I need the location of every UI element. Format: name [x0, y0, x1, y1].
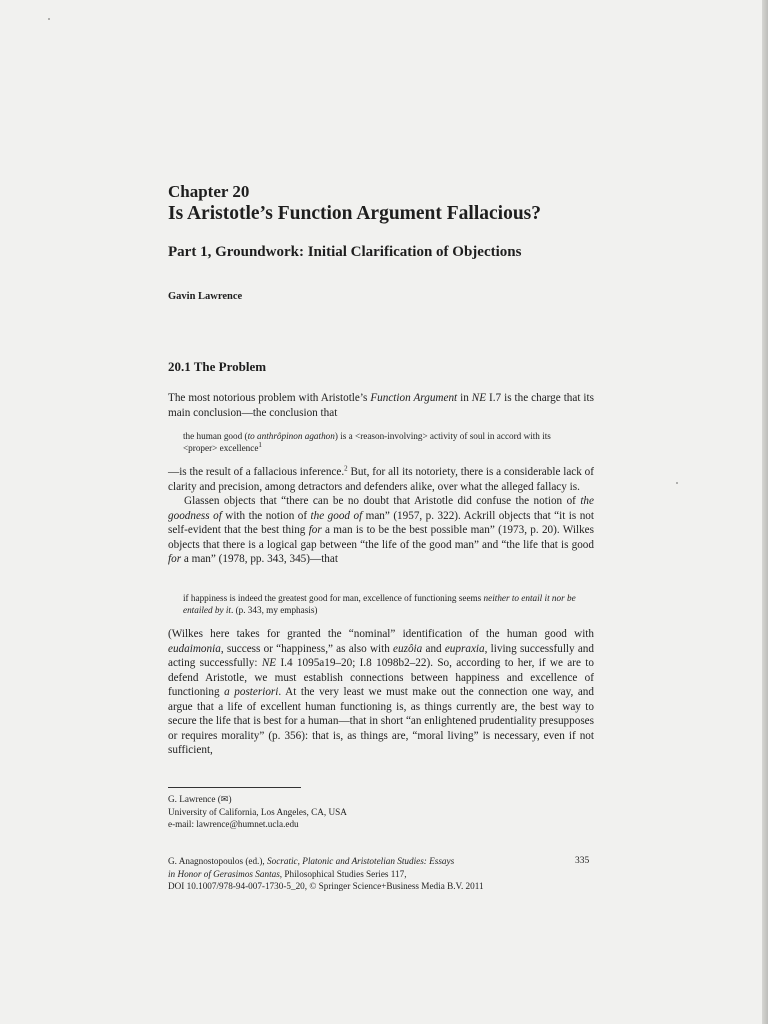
paragraph-fallacy: —is the result of a fallacious inference.$^2$ But, for all its notoriety, there is a considerable lack of clarity and precision, among detractors and defenders alike, over what the alleged fallacy is. Glassen objects that “there can be no doubt that Aristotle did confuse the notion of the goodness of with the notion of the good of man” (1957, p. 322). Ackrill objects that “it is not self-evident that the best thing for a man is to be the best possible man” (1973, p. 20). Wilkes objects that there is a logical gap between “the life of the good man” and “the life that is good for a man” (1978, pp. 343, 345)—that	[168, 464, 595, 565]
affiliation-institution: University of California, Los Angeles, CA, USA	[168, 806, 347, 817]
footnote-divider	[168, 787, 301, 788]
page-number: 335	[575, 856, 590, 866]
paragraph-intro: The most notorious problem with Aristotle’s Function Argument in NE I.7 is the charge that its main conclusion—the conclusion that	[168, 392, 594, 419]
part-title: Part 1, Groundwork: Initial Clarification of Objections	[168, 244, 522, 260]
section-heading: 20.1 The Problem	[168, 359, 267, 374]
affiliation-name: G. Lawrence (✉)	[168, 794, 232, 804]
block-quote-wilkes: if happiness is indeed the greatest good for man, excellence of functioning seems neither to entail it nor be entailed by it. (p. 343, my emphasis)	[183, 593, 576, 615]
publication-citation: G. Anagnostopoulos (ed.), Socratic, Platonic and Aristotelian Studies: Essays in Honor of Gerasimos Santas, Philosophical Studies Series 117, DOI 10.1007/978-94-007-1730-5_20, © Springer Science+Business Media B.V. 2011	[168, 856, 484, 891]
author-name: Gavin Lawrence	[168, 291, 243, 302]
scan-speck	[676, 482, 678, 484]
chapter-label: Chapter 20	[168, 182, 250, 201]
chapter-title: Is Aristotle’s Function Argument Fallacious?	[168, 203, 542, 224]
block-quote-conclusion: the human good (to anthrôpinon agathon) is a <reason-involving> activity of soul in accord with its <proper> excellence$^1$	[183, 431, 551, 453]
scan-speck	[48, 18, 50, 20]
paragraph-wilkes: (Wilkes here takes for granted the “nominal” identification of the human good with eudaimonia, success or “happiness,” as also with euzôia and eupraxia, living successfully and acting successfully: NE I.4 1095a19–20; I.8 1098b2–22). So, according to her, if we are to defend Aristotle, we must establish connections between happiness and excellence of functioning a posteriori. At the very least we must make out the connection one way, and argue that a life of excellent human functioning is, as things currently are, the best way to secure the life that is best for a human—that in short “an enlightened prudentiality presupposes or requires morality” (p. 356): that is, as things are, “moral living” is necessary, even if not sufficient,	[168, 628, 595, 756]
page-edge-shadow	[762, 0, 768, 1024]
affiliation-email: e-mail: lawrence@humnet.ucla.edu	[168, 819, 299, 829]
author-affiliation	[168, 793, 347, 831]
